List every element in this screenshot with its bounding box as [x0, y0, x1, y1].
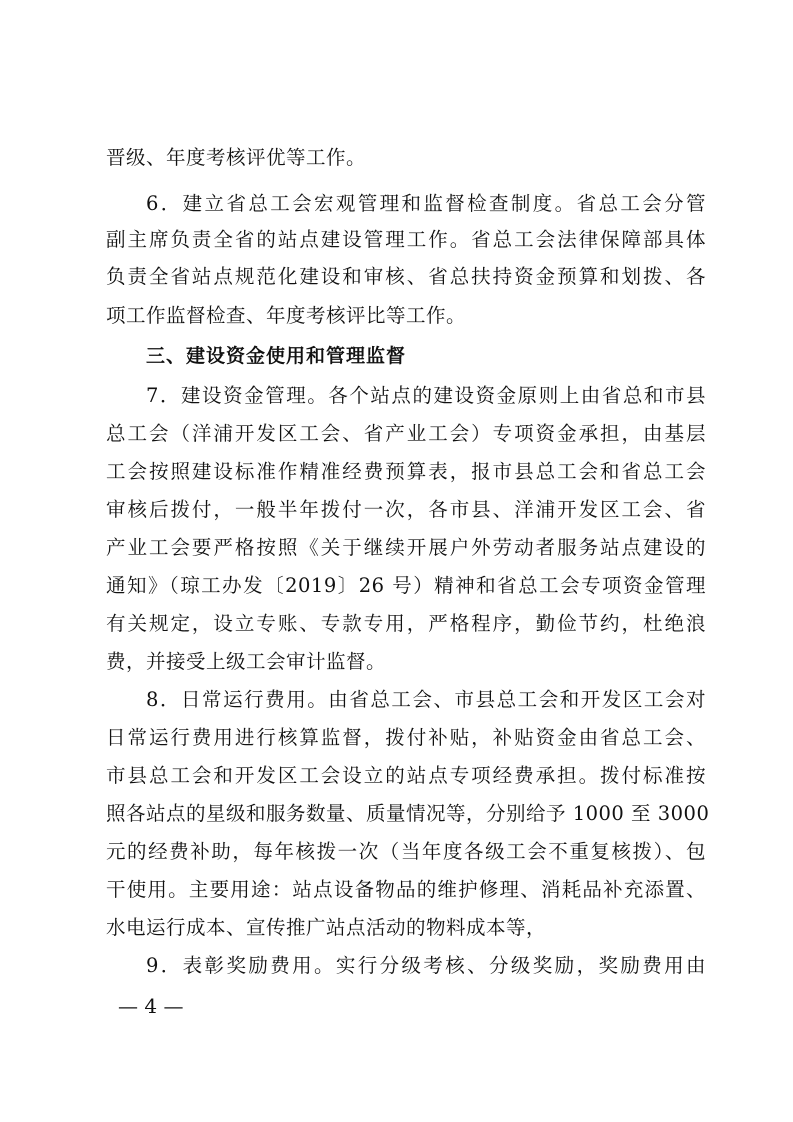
paragraph-line: 费，并接受上级工会审计监督。 — [106, 650, 387, 673]
paragraph-line: 项工作监督检查、年度考核评比等工作。 — [106, 304, 467, 327]
paragraph-line: 通知》（琼工办发〔2019〕26 号）精神和省总工会专项资金管理 — [106, 574, 706, 597]
paragraph-line: 干使用。主要用途：站点设备物品的维护修理、消耗品补充添置、 — [106, 878, 706, 901]
paragraph-line: 9．表彰奖励费用。实行分级考核、分级奖励，奖励费用由 — [146, 954, 706, 977]
paragraph-line: 水电运行成本、宣传推广站点活动的物料成本等， — [106, 916, 547, 939]
paragraph-line: 产业工会要严格按照《关于继续开展户外劳动者服务站点建设的 — [106, 536, 706, 559]
paragraph-line: 副主席负责全省的站点建设管理工作。省总工会法律保障部具体 — [106, 228, 706, 251]
paragraph-line: 总工会（洋浦开发区工会、省产业工会）专项资金承担，由基层 — [106, 422, 706, 445]
paragraph-line: 8．日常运行费用。由省总工会、市县总工会和开发区工会对 — [146, 688, 706, 711]
paragraph-line: 审核后拨付，一般半年拨付一次，各市县、洋浦开发区工会、省 — [106, 498, 706, 521]
paragraph-line: 晋级、年度考核评优等工作。 — [106, 146, 367, 169]
paragraph-line: 照各站点的星级和服务数量、质量情况等，分别给予 1000 至 3000 — [106, 802, 710, 825]
paragraph-line: 有关规定，设立专账、专款专用，严格程序，勤俭节约，杜绝浪 — [106, 612, 706, 635]
section-heading: 三、建设资金使用和管理监督 — [146, 345, 407, 367]
paragraph-line: 日常运行费用进行核算监督，拨付补贴，补贴资金由省总工会、 — [106, 726, 706, 749]
paragraph-line: 6．建立省总工会宏观管理和监督检查制度。省总工会分管 — [146, 192, 706, 215]
paragraph-line: 工会按照建设标准作精准经费预算表，报市县总工会和省总工会 — [106, 460, 706, 483]
paragraph-line: 负责全省站点规范化建设和审核、省总扶持资金预算和划拨、各 — [106, 265, 706, 288]
paragraph-line: 元的经费补助，每年核拨一次（当年度各级工会不重复核拨）、包 — [106, 840, 706, 863]
paragraph-line: 市县总工会和开发区工会设立的站点专项经费承担。拨付标准按 — [106, 764, 706, 787]
paragraph-line: 7．建设资金管理。各个站点的建设资金原则上由省总和市县 — [146, 384, 706, 407]
page-number: — 4 — — [118, 994, 184, 1018]
